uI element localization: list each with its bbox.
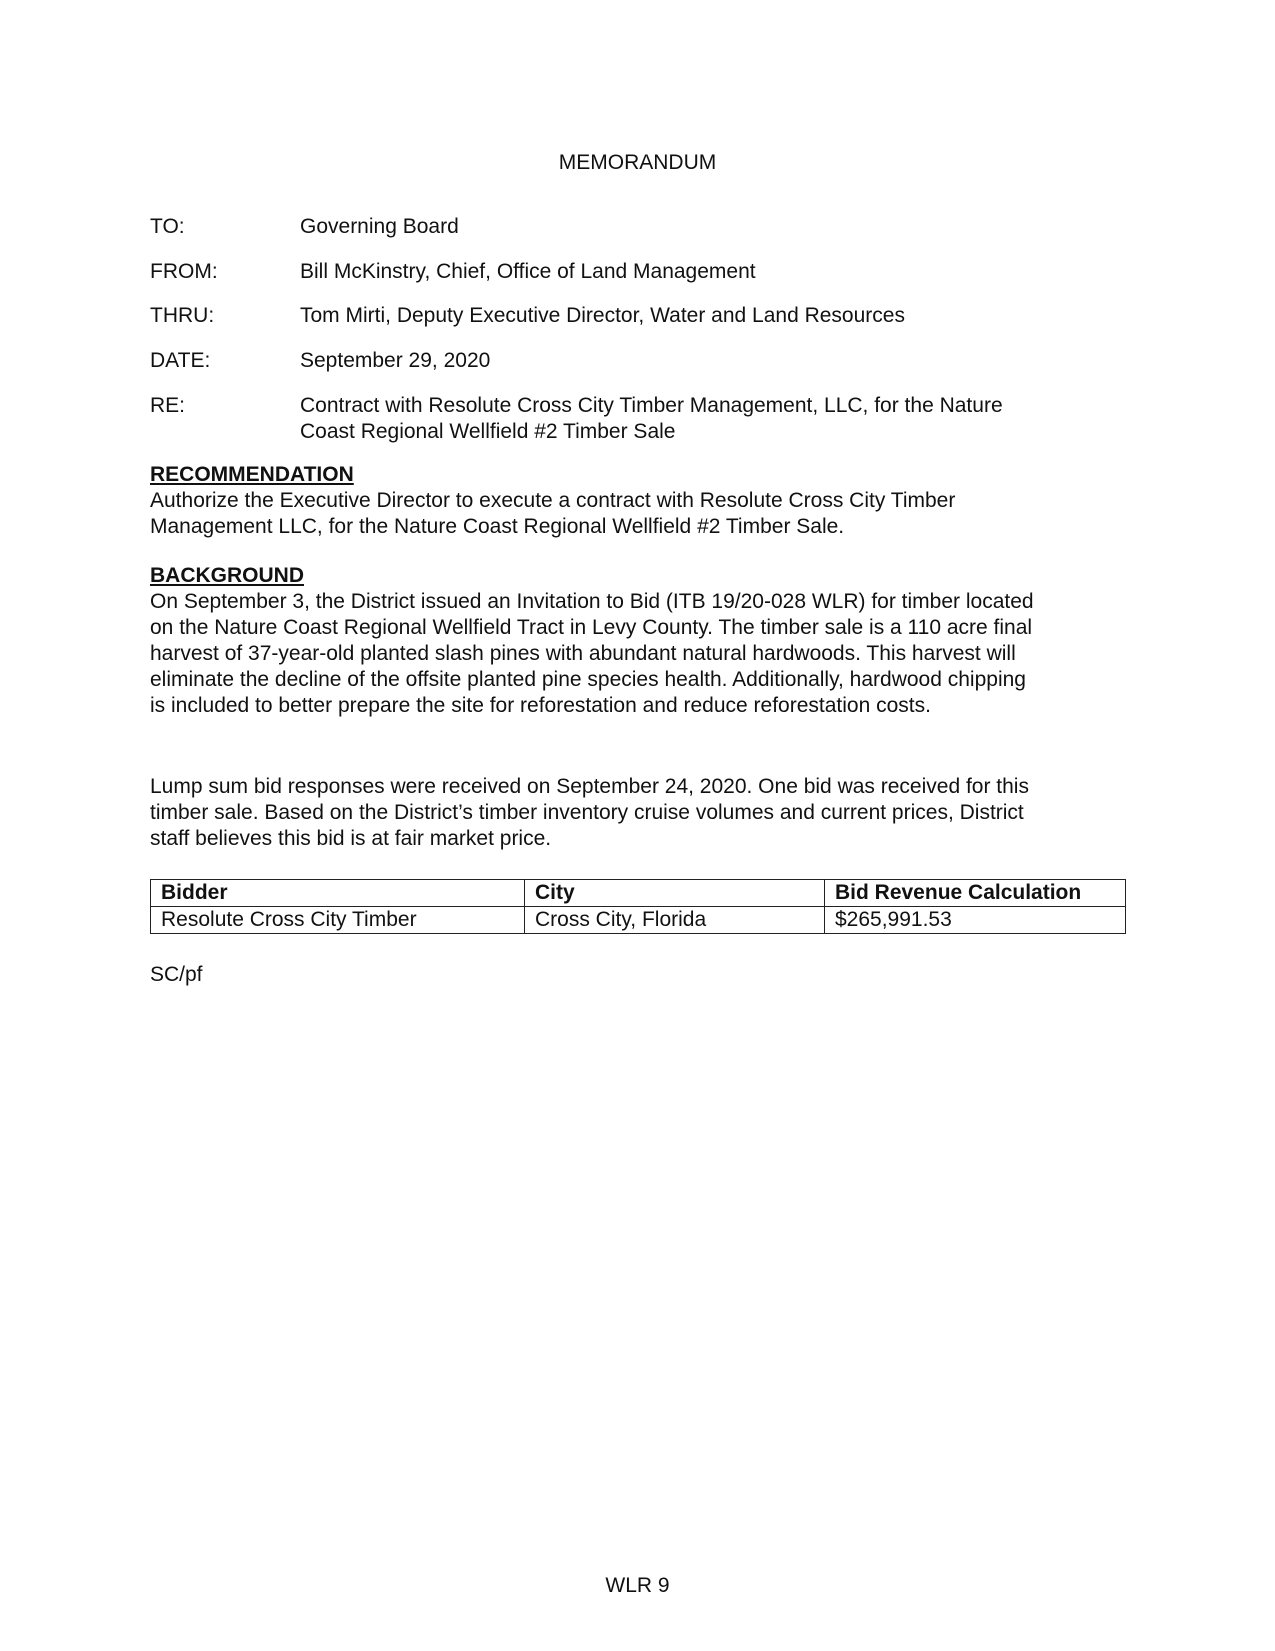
header-re-label: RE: — [150, 394, 186, 417]
typist-initials: SC/pf — [150, 963, 203, 986]
header-from-value-line: Bill McKinstry, Chief, Office of Land Management — [300, 260, 756, 283]
table-row — [151, 907, 1126, 934]
background-p1-line: on the Nature Coast Regional Wellfield Tract in Levy County. The timber sale is a 110 acre final — [150, 616, 1033, 639]
recommendation-line: Management LLC, for the Nature Coast Regional Wellfield #2 Timber Sale. — [150, 515, 845, 538]
background-paragraph-2 — [150, 774, 1135, 852]
recommendation-heading: RECOMMENDATION — [150, 463, 354, 486]
header-re-value-line: Contract with Resolute Cross City Timber Management, LLC, for the Nature — [300, 394, 1003, 417]
background-p1-line: harvest of 37-year-old planted slash pines with abundant natural hardwoods. This harvest will — [150, 642, 1016, 665]
header-thru-value — [300, 303, 1130, 329]
recommendation-section — [150, 462, 1135, 540]
header-date-label: DATE: — [150, 349, 211, 372]
background-p1-line: On September 3, the District issued an Invitation to Bid (ITB 19/20-028 WLR) for timber located — [150, 590, 1034, 613]
bid-table-header-city: City — [525, 880, 825, 907]
background-heading: BACKGROUND — [150, 564, 304, 587]
recommendation-line: Authorize the Executive Director to execute a contract with Resolute Cross City Timber — [150, 489, 956, 512]
header-to-label: TO: — [150, 215, 185, 238]
bid-table-cell-bidder: Resolute Cross City Timber — [151, 907, 525, 934]
header-thru-value-line: Tom Mirti, Deputy Executive Director, Water and Land Resources — [300, 304, 905, 327]
header-re-value-line: Coast Regional Wellfield #2 Timber Sale — [300, 420, 676, 443]
background-p1-line: eliminate the decline of the offsite planted pine species health. Additionally, hardwood chipping — [150, 668, 1026, 691]
header-to-value — [300, 214, 1130, 240]
page-footer: WLR 9 — [605, 1574, 670, 1597]
bid-table-cell-revenue: $265,991.53 — [825, 907, 1126, 934]
background-p2-line: timber sale. Based on the District’s timber inventory cruise volumes and current prices, District — [150, 801, 1024, 824]
header-to-value-line: Governing Board — [300, 215, 459, 238]
header-from-label: FROM: — [150, 260, 218, 283]
bid-table-header-row — [151, 880, 1126, 907]
background-p1-line: is included to better prepare the site for reforestation and reduce reforestation costs. — [150, 694, 931, 717]
header-date-value — [300, 348, 1130, 374]
background-p2-line: staff believes this bid is at fair market price. — [150, 827, 552, 850]
bid-table-header-bidder: Bidder — [151, 880, 525, 907]
bid-table-header-revenue: Bid Revenue Calculation — [825, 880, 1126, 907]
header-thru-label: THRU: — [150, 304, 215, 327]
bid-table — [150, 879, 1126, 934]
background-section — [150, 563, 1135, 719]
header-from-value — [300, 259, 1130, 285]
header-date-value-line: September 29, 2020 — [300, 349, 491, 372]
header-re-value — [300, 393, 1130, 445]
memo-title: MEMORANDUM — [558, 151, 717, 174]
background-p2-line: Lump sum bid responses were received on September 24, 2020. One bid was received for this — [150, 775, 1029, 798]
bid-table-cell-city: Cross City, Florida — [525, 907, 825, 934]
